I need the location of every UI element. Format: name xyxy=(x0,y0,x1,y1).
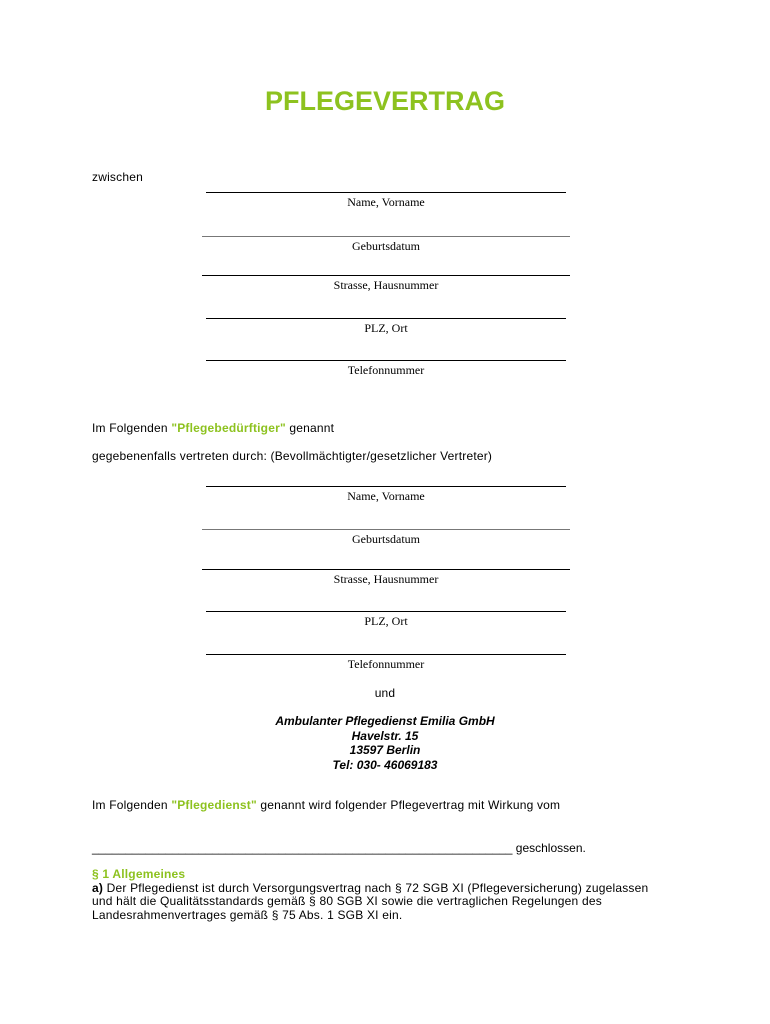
document-title: PFLEGEVERTRAG xyxy=(264,86,506,116)
field-label: Telefonnummer xyxy=(347,363,425,377)
company-block xyxy=(0,714,770,772)
field-label: Geburtsdatum xyxy=(352,532,420,546)
intro-provider xyxy=(92,798,560,812)
field-label: Strasse, Hausnummer xyxy=(333,572,439,586)
intro-prefix: Im Folgenden xyxy=(92,421,172,435)
signature-line xyxy=(202,569,570,570)
intro-suffix: genannt xyxy=(285,421,335,435)
section-1 xyxy=(92,868,692,922)
company-name: Ambulanter Pflegedienst Emilia GmbH xyxy=(275,714,495,728)
intro-patient xyxy=(92,421,334,435)
provider-term: "Pflegedienst" xyxy=(171,798,257,812)
field-label: Name, Vorname xyxy=(347,489,425,503)
signature-line xyxy=(206,486,566,487)
signature-line xyxy=(206,654,566,655)
intro-suffix: genannt wird folgender Pflegevertrag mit Wirkung vom xyxy=(256,798,561,812)
signature-line xyxy=(206,318,566,319)
field-label: Geburtsdatum xyxy=(352,239,420,253)
section-heading: § 1 Allgemeines xyxy=(92,867,186,881)
date-blank[interactable]: _______________________________________________________________ xyxy=(92,841,513,855)
section-text: Der Pflegedienst ist durch Versorgungsvertrag nach § 72 SGB XI (Pflegeversicherung) zugelassen xyxy=(103,880,649,895)
signature-line xyxy=(202,529,570,530)
and-label: und xyxy=(374,686,396,700)
intro-prefix: Im Folgenden xyxy=(92,798,172,812)
section-line: Landesrahmenvertrages gemäß § 75 Abs. 1 SGB XI ein. xyxy=(92,907,403,922)
patient-term: "Pflegebedürftiger" xyxy=(171,421,286,435)
signature-line xyxy=(202,236,570,237)
field-label: PLZ, Ort xyxy=(364,614,408,628)
signature-line xyxy=(206,611,566,612)
company-street: Havelstr. 15 xyxy=(351,728,419,743)
signature-line xyxy=(206,360,566,361)
item-label: a) xyxy=(92,880,104,895)
between-label: zwischen xyxy=(92,170,143,184)
field-label: Strasse, Hausnummer xyxy=(333,278,439,292)
field-label: Name, Vorname xyxy=(347,195,425,209)
field-label: PLZ, Ort xyxy=(364,321,408,335)
concluded-line[interactable] xyxy=(92,841,586,855)
section-line xyxy=(92,882,692,896)
company-city: 13597 Berlin xyxy=(349,743,421,757)
signature-line xyxy=(202,275,570,276)
company-phone: Tel: 030- 46069183 xyxy=(332,757,438,772)
signature-line xyxy=(206,192,566,193)
representative-label: gegebenenfalls vertreten durch: (Bevollmächtigter/gesetzlicher Vertreter) xyxy=(92,449,493,463)
concluded-text: geschlossen. xyxy=(512,841,586,855)
section-line: und hält die Qualitätsstandards gemäß § 80 SGB XI sowie die vertraglichen Regelungen des xyxy=(92,894,602,908)
field-label: Telefonnummer xyxy=(347,657,425,671)
